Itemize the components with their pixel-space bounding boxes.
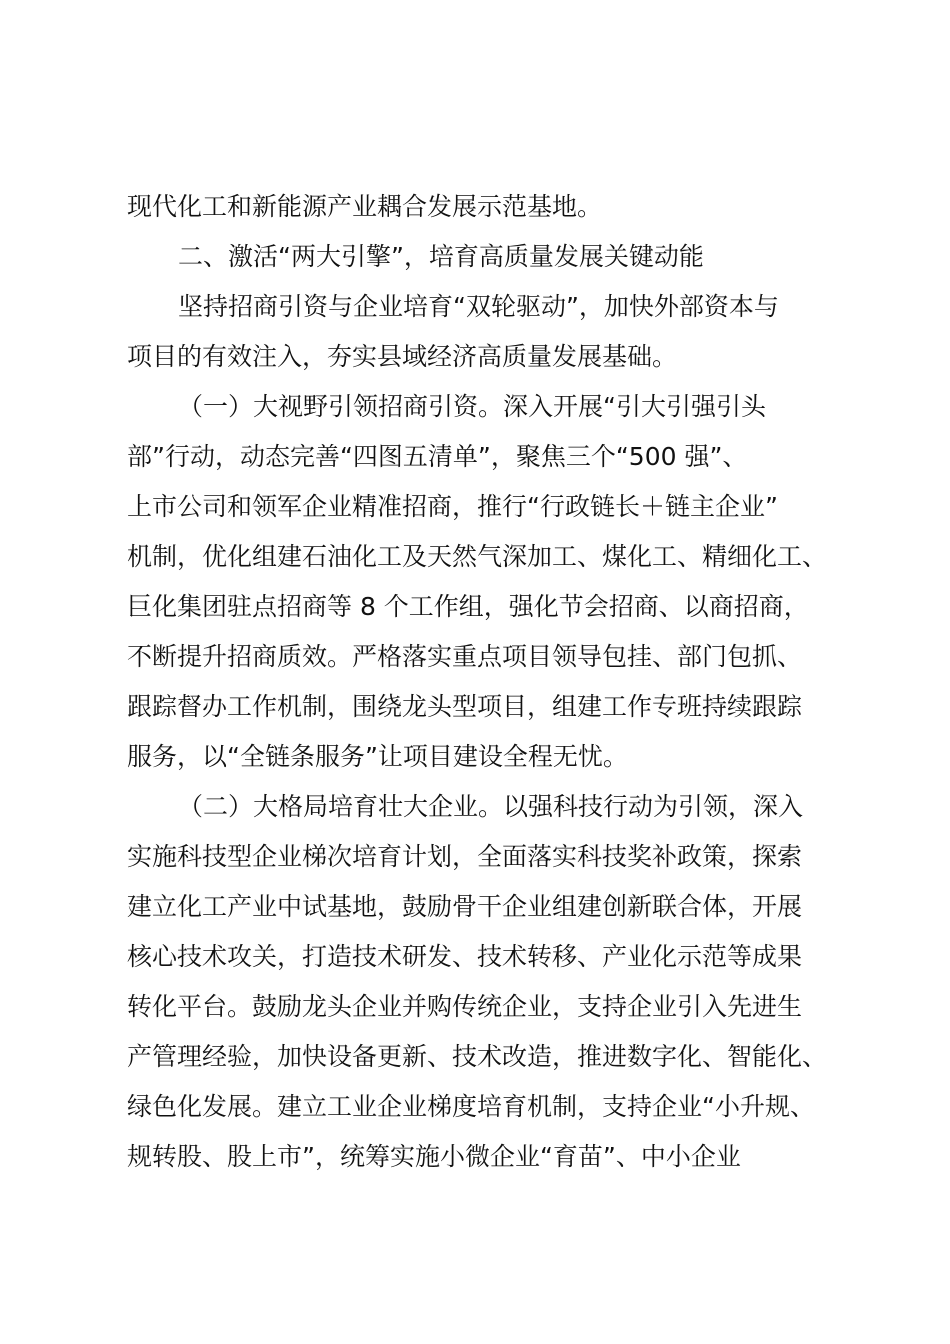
body-text-line: 绿色化发展。建立工业企业梯度培育机制，支持企业“小升规、	[127, 1092, 815, 1121]
body-text-line: 实施科技型企业梯次培育计划，全面落实科技奖补政策，探索	[127, 842, 803, 871]
body-text-line: 巨化集团驻点招商等 8 个工作组，强化节会招商、以商招商，	[127, 592, 809, 621]
body-text-line: 部”行动，动态完善“四图五清单”，聚焦三个“500 强”、	[127, 442, 748, 471]
body-text-line: 坚持招商引资与企业培育“双轮驱动”，加快外部资本与	[178, 292, 779, 321]
body-text-line: 规转股、股上市”，统筹实施小微企业“育苗”、中小企业	[127, 1142, 741, 1171]
body-text-line: 转化平台。鼓励龙头企业并购传统企业，支持企业引入先进生	[127, 992, 803, 1021]
body-text-line: 机制，优化组建石油化工及天然气深加工、煤化工、精细化工、	[127, 542, 828, 571]
subsection-line: （二）大格局培育壮大企业。以强科技行动为引领，深入	[178, 792, 804, 821]
body-text-line: 上市公司和领军企业精准招商，推行“行政链长＋链主企业”	[127, 492, 778, 521]
body-text-line: 跟踪督办工作机制，围绕龙头型项目，组建工作专班持续跟踪	[127, 692, 803, 721]
section-heading: 二、激活“两大引擎”，培育高质量发展关键动能	[178, 242, 704, 271]
body-text-line: 产管理经验，加快设备更新、技术改造，推进数字化、智能化、	[127, 1042, 828, 1071]
body-text-line: 现代化工和新能源产业耦合发展示范基地。	[127, 192, 603, 221]
body-text-line: 服务，以“全链条服务”让项目建设全程无忧。	[127, 742, 628, 771]
body-text-line: 核心技术攻关，打造技术研发、技术转移、产业化示范等成果	[127, 942, 803, 971]
subsection-line: （一）大视野引领招商引资。深入开展“引大引强引头	[178, 392, 766, 421]
body-text-line: 项目的有效注入，夯实县域经济高质量发展基础。	[127, 342, 678, 371]
body-text-line: 不断提升招商质效。严格落实重点项目领导包挂、部门包抓、	[127, 642, 803, 671]
body-text-line: 建立化工产业中试基地，鼓励骨干企业组建创新联合体，开展	[127, 892, 803, 921]
